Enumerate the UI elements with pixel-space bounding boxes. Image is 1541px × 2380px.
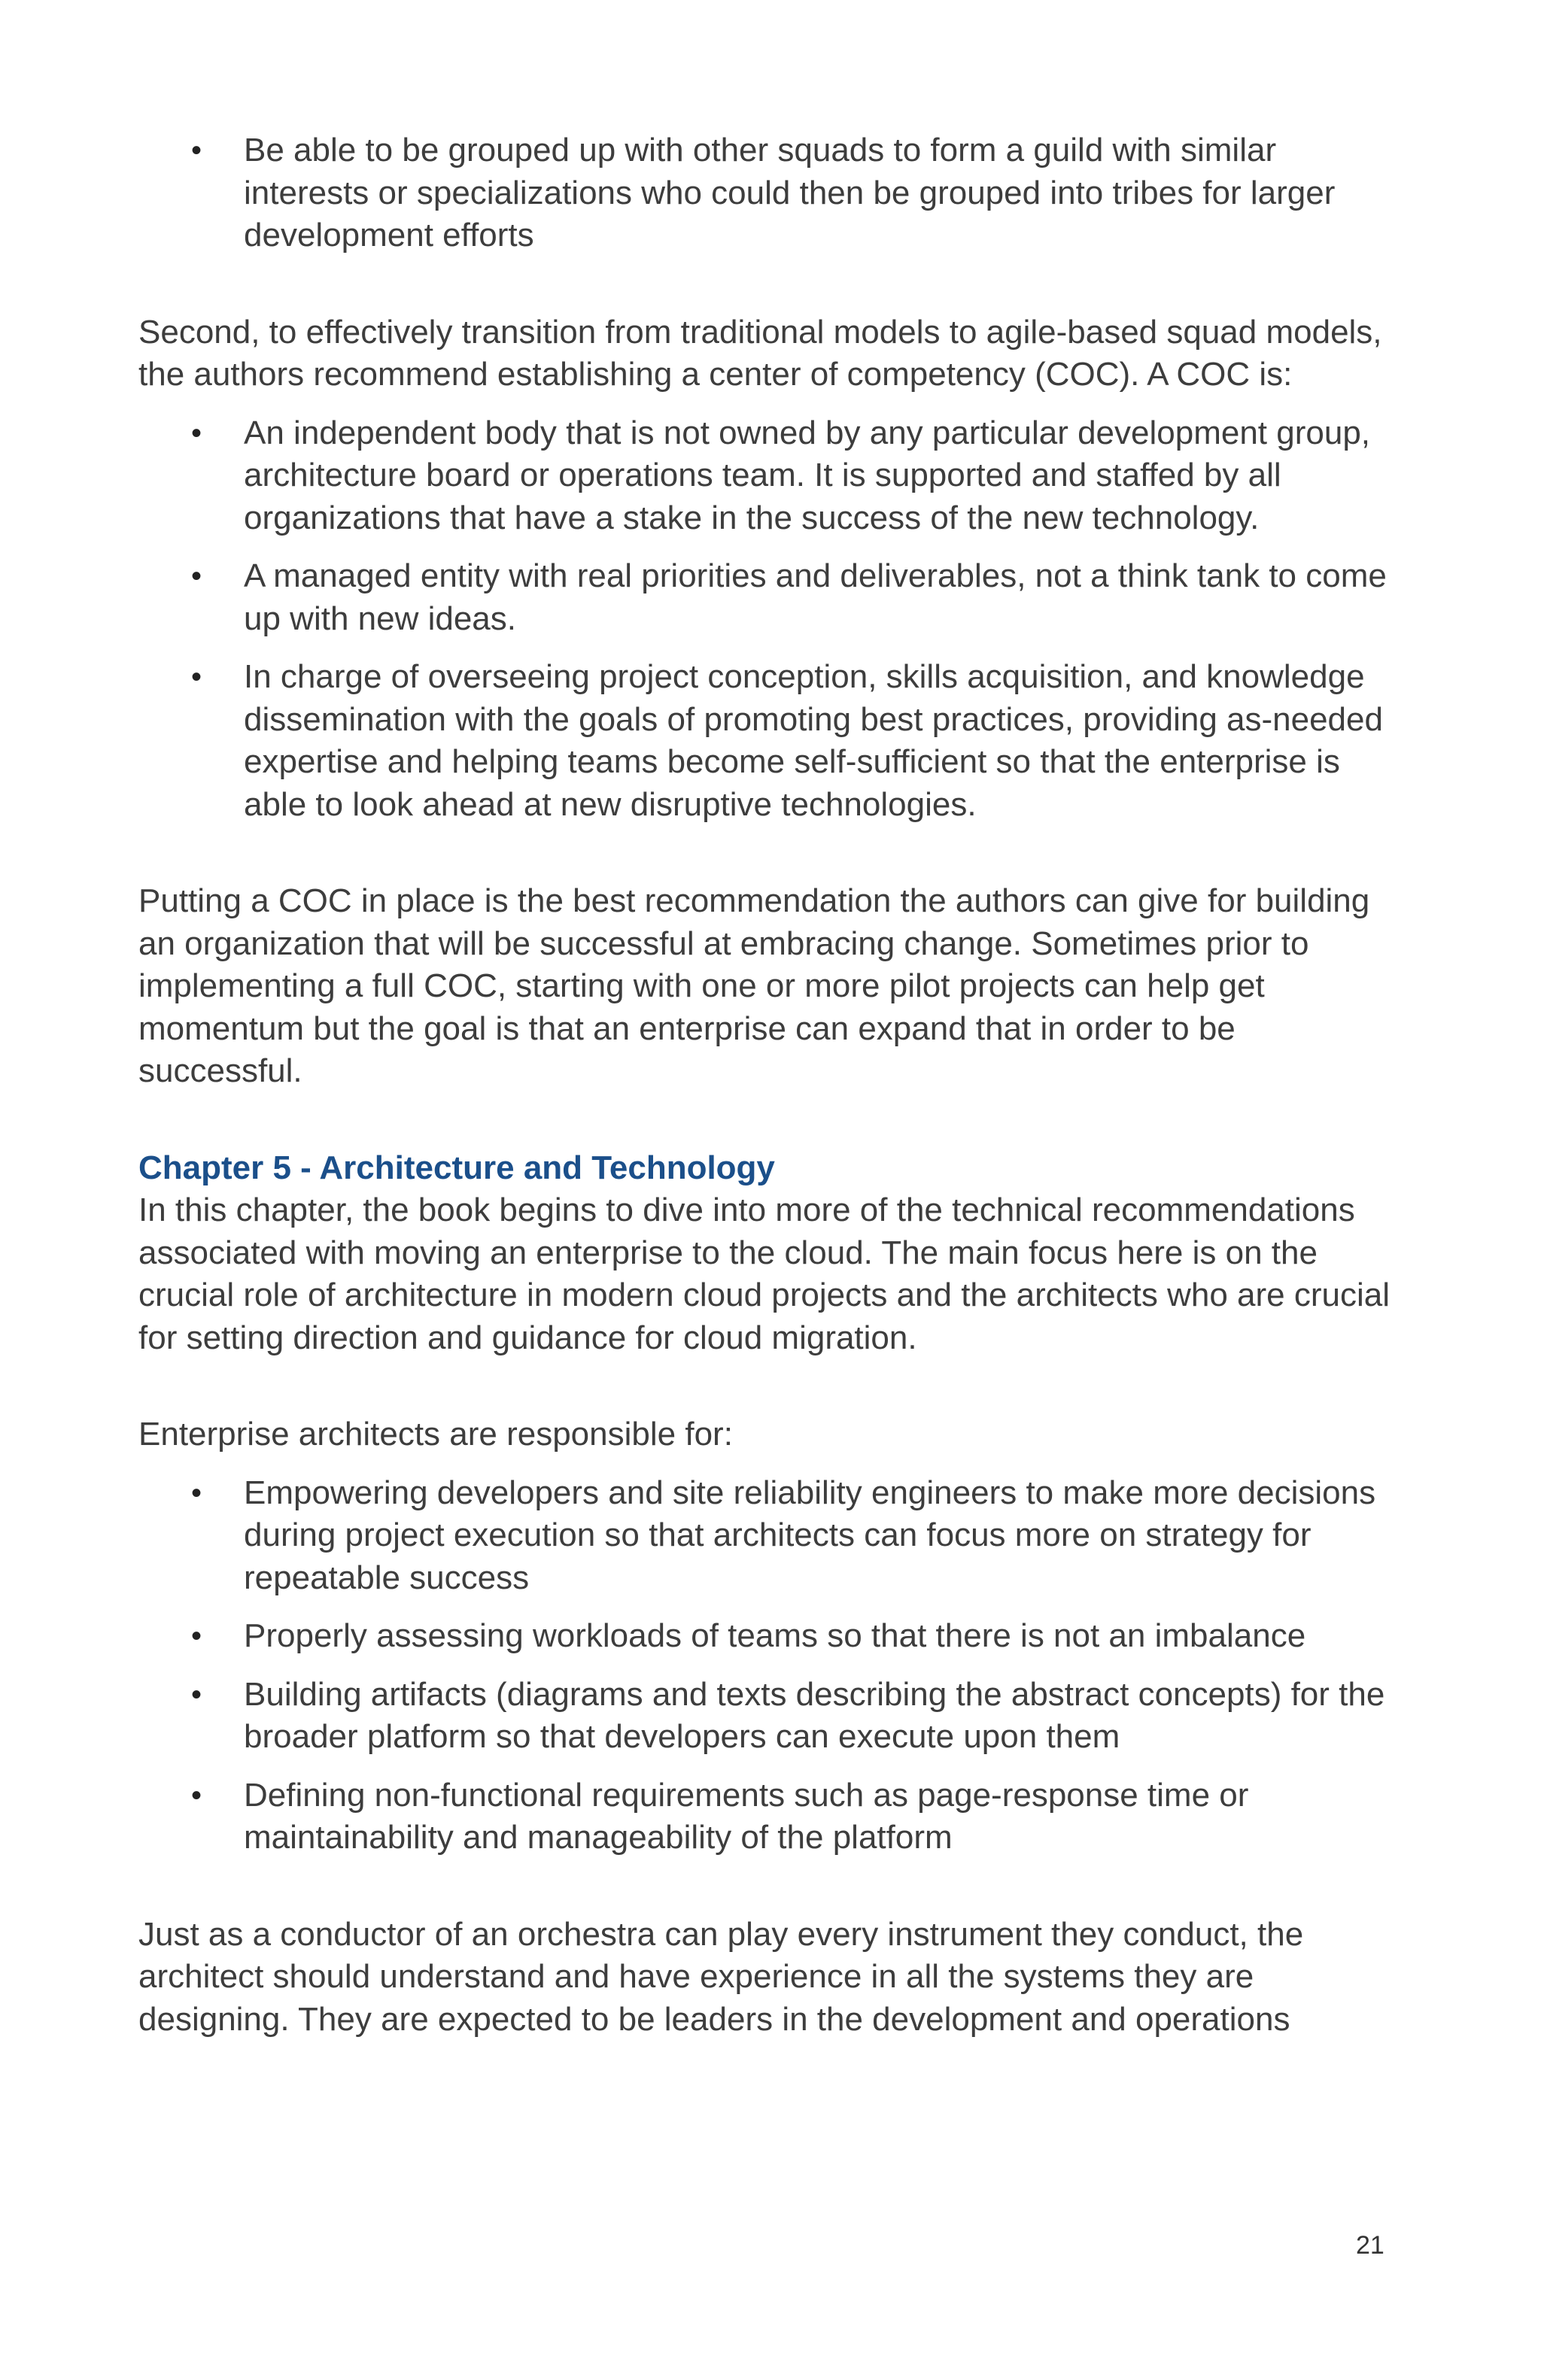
list-item bbox=[138, 1674, 1403, 1759]
bullet-glyph: • bbox=[191, 1476, 202, 1510]
bullet-glyph: • bbox=[191, 560, 202, 593]
list-item-text: Be able to be grouped up with other squads to form a guild with similar interests or specializations who could then be grouped into tribes for larger development efforts bbox=[244, 132, 1336, 253]
list-item bbox=[138, 555, 1403, 640]
document-page bbox=[138, 129, 1403, 2041]
bullet-glyph: • bbox=[191, 660, 202, 694]
list-item bbox=[138, 656, 1403, 826]
bullet-glyph: • bbox=[191, 1778, 202, 1812]
bullet-list-coc bbox=[138, 412, 1403, 827]
list-item-text: Properly assessing workloads of teams so that there is not an imbalance bbox=[244, 1617, 1306, 1654]
list-item-text: A managed entity with real priorities and deliverables, not a think tank to come up with new ideas. bbox=[244, 557, 1387, 637]
list-item-text: In charge of overseeing project conception, skills acquisition, and knowledge dissemination with the goals of promoting best practices, providing as-needed expertise and helping teams become self-sufficient so that the enterprise is able to look ahead at new disruptive technologies. bbox=[244, 658, 1383, 823]
bullet-list-ea bbox=[138, 1472, 1403, 1859]
list-item bbox=[138, 1472, 1403, 1600]
list-item bbox=[138, 129, 1403, 257]
bullet-glyph: • bbox=[191, 416, 202, 450]
list-item-text: An independent body that is not owned by any particular development group, architecture board or operations team. It is supported and staffed by all organizations that have a stake in the success of the new technology. bbox=[244, 414, 1371, 536]
paragraph-coc-intro: Second, to effectively transition from traditional models to agile-based squad models, the authors recommend establishing a center of competency (COC). A COC is: bbox=[138, 313, 1382, 393]
bullet-glyph: • bbox=[191, 134, 202, 167]
page-number: 21 bbox=[1356, 2231, 1384, 2260]
list-item-text: Defining non-functional requirements such as page-response time or maintainability and manageability of the platform bbox=[244, 1776, 1249, 1856]
bullet-glyph: • bbox=[191, 1620, 202, 1653]
chapter-heading: Chapter 5 - Architecture and Technology bbox=[138, 1149, 775, 1186]
paragraph-coc-recommendation: Putting a COC in place is the best recommendation the authors can give for building an organization that will be successful at embracing change. Sometimes prior to implementing a full COC, starting with one or more pilot projects can help get momentum but the goal is that an enterprise can expand that in order to be successful. bbox=[138, 882, 1370, 1089]
paragraph-ea-intro: Enterprise architects are responsible for: bbox=[138, 1416, 733, 1453]
list-item-text: Empowering developers and site reliability engineers to make more decisions during project execution so that architects can focus more on strategy for repeatable success bbox=[244, 1474, 1376, 1596]
paragraph-conductor: Just as a conductor of an orchestra can play every instrument they conduct, the architect should understand and have experience in all the systems they are designing. They are expected to be leaders in the development and operations bbox=[138, 1915, 1304, 2038]
bullet-list-squads bbox=[138, 129, 1403, 257]
list-item bbox=[138, 412, 1403, 540]
list-item bbox=[138, 1615, 1403, 1658]
list-item-text: Building artifacts (diagrams and texts describing the abstract concepts) for the broader platform so that developers can execute upon them bbox=[244, 1675, 1385, 1755]
bullet-glyph: • bbox=[191, 1677, 202, 1711]
list-item bbox=[138, 1774, 1403, 1859]
paragraph-chapter-intro: In this chapter, the book begins to dive into more of the technical recommendations associated with moving an enterprise to the cloud. The main focus here is on the crucial role of architecture in modern cloud projects and the architects who are crucial for setting direction and guidance for cloud migration. bbox=[138, 1192, 1391, 1356]
